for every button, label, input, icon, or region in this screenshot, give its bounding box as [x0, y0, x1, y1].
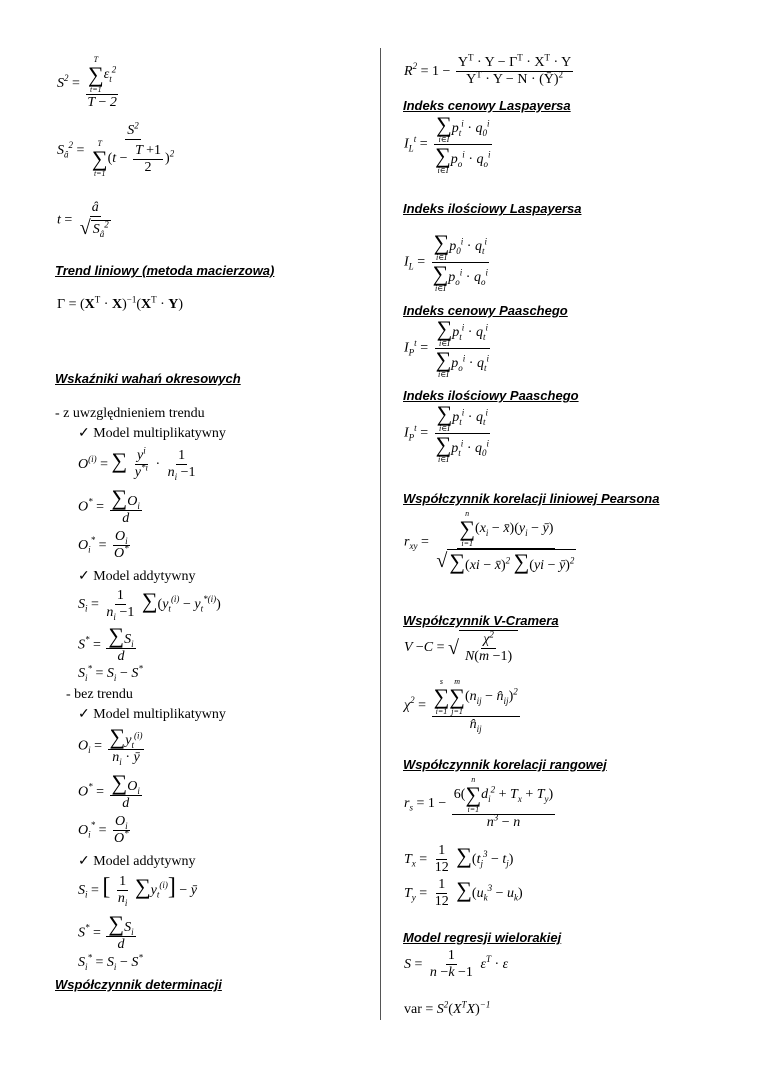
formula-s-regression: S = $\frac{1}{n -k -1}$ $\varepsilon^T \cdot \varepsilon$ [404, 948, 509, 981]
formula-r-squared: $R^2 = 1$ − $\frac{Y^T \cdot Y - \Gamma^T \cdot X^T \cdot Y}{Y^T \cdot Y - N \cdot (Ȳ)^2}$ [404, 52, 572, 88]
heading-trend: Trend liniowy (metoda macierzowa) [55, 263, 275, 278]
formula-spearman: $r_s = 1$ − 6( n ∑ i=1 $d_i^2 + T_x + T_y$) $n^3 - n$ [404, 775, 554, 830]
heading-pearson: Współczynnik korelacji liniowej Pearsona [403, 491, 660, 506]
formula-chi-squared: $\chi^2$ = s ∑ i=1 m ∑ j=1 ($n_{ij}$ − $n̂_{ij})^2$ $n̂_{ij}$ [404, 677, 518, 734]
formula-t-y: $T_y$ = $\frac{1}{12}$ $\sum(u_k^3 - u_k)$ [404, 876, 523, 910]
heading-determination: Współczynnik determinacji [55, 977, 222, 992]
heading-paasche-qty: Indeks ilościowy Paaschego [403, 388, 579, 403]
formula-o-i-2: $O_i$ = $\frac{\sum y_t^{(i)}}{n_i \cdot ȳ}$ [78, 724, 143, 767]
label-with-trend: - z uwzględnieniem trendu [55, 406, 205, 421]
formula-s-squared: $S^2$ = T ∑ t=1 $\varepsilon_t^2$ T − 2 [57, 55, 117, 110]
label-additive-model-2: ✓ Model addytywny [78, 854, 196, 869]
heading-seasonal: Wskaźniki wahań okresowych [55, 371, 241, 386]
label-additive-model-1: ✓ Model addytywny [78, 569, 196, 584]
formula-t-x: $T_x$ = $\frac{1}{12}$ $\sum(t_j^3 - t_j)$ [404, 842, 514, 876]
formula-o-star-1: O* = $\frac{\sum O_i}{d}$ [78, 485, 140, 527]
formula-o-i-star-2: $O_i^*$ = $\frac{O_i}{O^*}$ [78, 814, 129, 847]
heading-regression: Model regresji wielorakiej [403, 930, 562, 945]
formula-s-i-star-2: $S_i^* = S_i - S^*$ [78, 952, 143, 972]
heading-cramer: Współczynnik V-Cramera [403, 613, 559, 628]
formula-paasche-qty: $I_P^t$ = ∑ i∈I $p_t^i \cdot q_t^i$ ∑ i∈I $p_t^i \cdot q_0^i$ [404, 401, 489, 464]
column-divider [380, 48, 381, 1020]
formula-s-star-1: S* = $\frac{\sum S_i}{d}$ [78, 623, 134, 665]
formula-variance: var = $S^2(X^TX)^{-1}$ [404, 999, 491, 1017]
formula-s-i-star-1: $S_i^* = S_i - S^*$ [78, 663, 143, 683]
formula-s-star-2: S* = $\frac{\sum S_i}{d}$ [78, 911, 134, 953]
formula-paasche-price: $I_P^t$ = ∑ i∈I $p_t^i \cdot q_t^i$ ∑ i∈I $p_o^i \cdot q_t^i$ [404, 316, 489, 379]
formula-s-i-1: $S_i$ = $\frac{1}{n_i -1}$ $\sum(y_t^{(i)} - y_t^{*(i)})$ [78, 587, 221, 622]
formula-cramer-v: V −C = √ $\frac{\chi^2}{N(m -1)}$ [404, 630, 518, 665]
formula-o-i-star-1: $O_i^*$ = $\frac{O_i}{O^*}$ [78, 529, 129, 562]
formula-s-a-squared: $S_â^2$ = $S^2$ T ∑ t=1 (t − $\frac{T +1}{2}$ )$^2$ [57, 120, 175, 179]
formula-o-i: $O^{(i)}$ = ∑ $\frac{y^i}{y^{*i}}$ · $\frac{1}{n_i -1}$ [78, 445, 196, 482]
label-multiplicative-model-1: ✓ Model multiplikatywny [78, 426, 226, 441]
formula-t-statistic: t = â √ $S_â^2$ [57, 200, 109, 240]
label-multiplicative-model-2: ✓ Model multiplikatywny [78, 707, 226, 722]
formula-s-i-2: $S_i$ = [ $\frac{1}{n_i}$ $\sum y_t^{(i)}$] − ȳ [78, 873, 197, 908]
heading-laspeyres-price: Indeks cenowy Laspayersa [403, 98, 571, 113]
formula-o-star-2: O* = $\frac{\sum O_i}{d}$ [78, 770, 140, 812]
heading-laspeyres-qty: Indeks ilościowy Laspayersa [403, 201, 582, 216]
formula-pearson: $r_{xy}$ = n ∑ i=1 ($x_i$ − $x̄)(y_i$ − ȳ) √ ∑(xi − x̄)$^2$ ∑(yi − ȳ)$^2$ [404, 509, 575, 574]
heading-rank-correlation: Współczynnik korelacji rangowej [403, 757, 607, 772]
formula-gamma: $\Gamma = (X^T \cdot X)^{-1}(X^T \cdot Y)$ [57, 294, 184, 312]
label-without-trend: - bez trendu [66, 687, 133, 702]
formula-laspeyres-price: $I_L^t$ = ∑ i∈I $p_t^i \cdot q_0^i$ ∑ i∈I $p_o^i \cdot q_o^i$ [404, 112, 491, 175]
formula-laspeyres-qty: $I_L$ = ∑ i∈I $p_0^i \cdot q_t^i$ ∑ i∈I $p_o^i \cdot q_o^i$ [404, 230, 488, 293]
heading-paasche-price: Indeks cenowy Paaschego [403, 303, 568, 318]
